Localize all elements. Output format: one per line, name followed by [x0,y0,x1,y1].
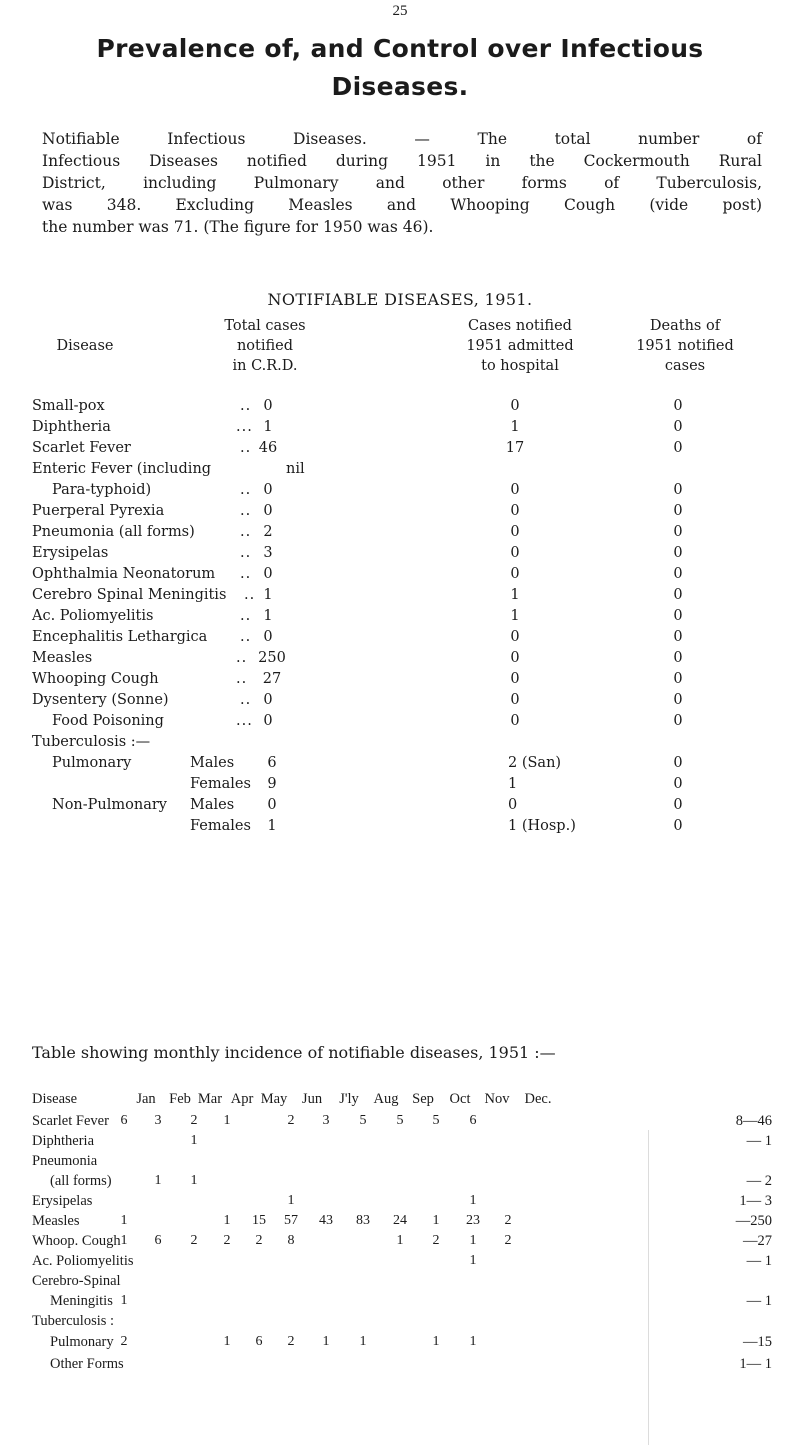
admitted-hospital: 0 [510,398,520,414]
total-notified: 1 [263,587,273,603]
disease-name: Dysentery (Sonne) [32,692,169,708]
leader-dots: .. [240,482,252,498]
month-cell: 1 [322,1334,330,1349]
page-title-line-2: Diseases. [331,72,469,101]
deaths: 0 [673,776,683,792]
month-cell: 1 [469,1233,477,1248]
total-notified: 250 [258,650,286,666]
admitted-hospital: 0 [510,566,520,582]
deaths: 0 [673,524,683,540]
leader-dots: ... [236,713,253,729]
year-total: 1— 3 [739,1193,772,1209]
deaths: 0 [673,440,683,456]
month-cell: 1 [432,1334,440,1349]
leader-dots: .. [240,692,252,708]
month-cell: 2 [504,1213,512,1228]
month-cell: 2 [287,1334,295,1349]
admitted-hospital: 0 [510,713,520,729]
month-cell: 1 [154,1173,162,1188]
header-hospital-3: to hospital [481,358,559,374]
leader-dots: .. [236,650,248,666]
disease-name: Measles [32,650,93,666]
admitted-hospital: 1 [508,776,518,792]
month-cell: 6 [154,1233,162,1248]
enteric-nil-note: nil [286,461,305,477]
disease-label: Tuberculosis : [32,1313,115,1329]
total-notified: 0 [263,482,273,498]
admitted-hospital: 0 [510,692,520,708]
intro-line-2: Infectious Diseases notified during 1951 in the Cockermouth Rural [42,152,762,170]
total-notified: 0 [263,629,273,645]
month-cell: 5 [359,1113,367,1128]
deaths: 0 [673,650,683,666]
admitted-hospital: 0 [510,650,520,666]
year-total: 8—46 [735,1113,772,1129]
month-header: Disease [32,1091,78,1107]
tb-form-label: Non-Pulmonary [52,797,167,813]
month-cell: 1 [223,1334,231,1349]
admitted-hospital: 1 [510,608,520,624]
month-cell: 5 [396,1113,404,1128]
total-notified: 0 [263,398,273,414]
month-cell: 1 [120,1293,128,1308]
total-notified: 0 [267,797,277,813]
month-cell: 2 [432,1233,440,1248]
column-divider [648,1130,649,1445]
intro-line-4: was 348. Excluding Measles and Whooping Cough (vide post) [42,196,762,214]
year-total: — 1 [746,1133,772,1149]
header-deaths-1: Deaths of [649,318,721,334]
deaths: 0 [673,608,683,624]
admitted-hospital: 0 [510,482,520,498]
enteric-fever-label: Enteric Fever (including [32,461,212,477]
tb-sex: Males [190,755,235,771]
deaths: 0 [673,818,683,834]
tb-sex: Males [190,797,235,813]
deaths: 0 [673,419,683,435]
month-cell: 1 [120,1213,128,1228]
month-cell: 1 [190,1173,198,1188]
month-cell: 1 [190,1133,198,1148]
disease-name: Diphtheria [32,419,111,435]
month-cell: 3 [322,1113,330,1128]
header-total-1: Total cases [224,318,306,334]
month-cell: 1 [432,1213,440,1228]
month-cell: 6 [120,1113,128,1128]
month-cell: 1 [469,1193,477,1208]
leader-dots: ... [236,419,253,435]
tb-form-label: Pulmonary [52,755,132,771]
disease-label: Erysipelas [32,1193,93,1209]
header-total-2: notified [236,338,294,354]
year-total: — 1 [746,1253,772,1269]
total-notified: 6 [267,755,277,771]
disease-name: Erysipelas [32,545,109,561]
month-cell: 57 [284,1213,298,1228]
month-header: Dec. [524,1091,552,1107]
year-total: 1— 1 [739,1356,772,1372]
month-cell: 8 [287,1233,295,1248]
header-deaths-3: cases [664,358,706,374]
admitted-hospital: 0 [510,545,520,561]
leader-dots: .. [240,608,252,624]
page-title-line-1: Prevalence of, and Control over Infectious [96,34,704,63]
disease-name: Para-typhoid) [52,482,152,498]
leader-dots: .. [240,503,252,519]
admitted-hospital: 2 (San) [508,755,562,771]
deaths: 0 [673,755,683,771]
leader-dots: .. [240,524,252,540]
deaths: 0 [673,713,683,729]
total-notified: 2 [263,524,273,540]
header-deaths-2: 1951 notified [636,338,734,354]
month-cell: 15 [252,1213,266,1228]
deaths: 0 [673,671,683,687]
month-header: Oct [449,1091,471,1107]
month-cell: 2 [255,1233,263,1248]
month-header: May [260,1091,288,1107]
total-notified: 0 [263,713,273,729]
deaths: 0 [673,629,683,645]
monthly-table-caption: Table showing monthly incidence of notifiable diseases, 1951 :— [32,1043,556,1062]
month-cell: 1 [120,1233,128,1248]
month-cell: 23 [466,1213,480,1228]
deaths: 0 [673,545,683,561]
leader-dots: .. [240,398,252,414]
month-cell: 2 [287,1113,295,1128]
month-cell: 1 [223,1113,231,1128]
year-total: — 1 [746,1293,772,1309]
month-cell: 6 [255,1334,263,1349]
header-disease: Disease [56,338,114,354]
tuberculosis-heading: Tuberculosis :— [32,734,151,750]
month-cell: 2 [190,1113,198,1128]
disease-name: Cerebro Spinal Meningitis [32,587,227,603]
header-hospital-2: 1951 admitted [466,338,574,354]
month-cell: 43 [319,1213,333,1228]
month-cell: 1 [223,1213,231,1228]
total-notified: 1 [267,818,277,834]
admitted-hospital: 0 [510,671,520,687]
total-notified: 9 [267,776,277,792]
deaths: 0 [673,503,683,519]
notifiable-table-title: NOTIFIABLE DISEASES, 1951. [267,290,533,309]
month-cell: 83 [356,1213,370,1228]
month-cell: 1 [469,1253,477,1268]
month-header: Apr [230,1091,254,1107]
disease-label: Whoop. Cough [32,1233,121,1249]
header-total-3: in C.R.D. [232,358,298,374]
month-header: Aug [373,1091,399,1107]
month-cell: 3 [154,1113,162,1128]
disease-label: Other Forms [50,1356,124,1372]
deaths: 0 [673,692,683,708]
admitted-hospital: 0 [510,503,520,519]
disease-name: Scarlet Fever [32,440,131,456]
total-notified: 1 [263,419,273,435]
leader-dots: .. [240,629,252,645]
month-cell: 24 [393,1213,407,1228]
month-cell: 1 [396,1233,404,1248]
month-header: Mar [197,1091,223,1107]
leader-dots: .. [240,566,252,582]
disease-name: Encephalitis Lethargica [32,629,208,645]
month-cell: 5 [432,1113,440,1128]
admitted-hospital: 0 [508,797,518,813]
month-cell: 2 [120,1334,128,1349]
month-header: Jun [301,1091,323,1107]
deaths: 0 [673,482,683,498]
admitted-hospital: 1 [510,419,520,435]
leader-dots: .. [244,587,256,603]
leader-dots: .. [236,671,248,687]
disease-name: Puerperal Pyrexia [32,503,165,519]
tb-sex: Females [190,818,251,834]
year-total: — 2 [746,1173,772,1189]
month-header: Sep [412,1091,434,1107]
month-header: J'ly [339,1091,359,1107]
month-cell: 1 [359,1334,367,1349]
page-number: 25 [392,3,408,19]
disease-name: Small-pox [32,398,105,414]
disease-name: Food Poisoning [52,713,164,729]
tb-sex: Females [190,776,251,792]
month-cell: 2 [190,1233,198,1248]
admitted-hospital: 1 (Hosp.) [508,818,576,834]
disease-name: Ac. Poliomyelitis [32,608,154,624]
deaths: 0 [673,587,683,603]
disease-label: Ac. Poliomyelitis [32,1253,134,1269]
total-notified: 3 [263,545,273,561]
total-notified: 1 [263,608,273,624]
month-cell: 2 [504,1233,512,1248]
deaths: 0 [673,398,683,414]
month-cell: 6 [469,1113,477,1128]
disease-label: Pulmonary [50,1334,114,1350]
month-cell: 1 [287,1193,295,1208]
month-cell: 2 [223,1233,231,1248]
disease-name: Pneumonia (all forms) [32,524,195,540]
intro-line-3: District, including Pulmonary and other forms of Tuberculosis, [42,174,762,192]
admitted-hospital: 17 [505,440,525,456]
year-total: —15 [743,1334,772,1350]
total-notified: 0 [263,503,273,519]
admitted-hospital: 0 [510,629,520,645]
total-notified: 46 [258,440,278,456]
disease-name: Ophthalmia Neonatorum [32,566,216,582]
leader-dots: .. [240,545,252,561]
month-header: Feb [169,1091,191,1107]
disease-label: Measles [32,1213,80,1229]
month-cell: 1 [469,1334,477,1349]
admitted-hospital: 0 [510,524,520,540]
disease-name: Whooping Cough [32,671,159,687]
disease-label: Pneumonia [32,1153,98,1169]
intro-line-1: Notifiable Infectious Diseases. — The total number of [42,130,762,148]
year-total: —27 [743,1233,772,1249]
month-header: Jan [136,1091,156,1107]
disease-label: Scarlet Fever [32,1113,109,1129]
total-notified: 0 [263,692,273,708]
leader-dots: .. [240,440,252,456]
month-header: Nov [484,1091,510,1107]
total-notified: 27 [262,671,282,687]
intro-line-5: the number was 71. (The figure for 1950 was 46). [42,218,434,236]
deaths: 0 [673,566,683,582]
total-notified: 0 [263,566,273,582]
deaths: 0 [673,797,683,813]
year-total: —250 [735,1213,772,1229]
disease-label: Meningitis [50,1293,113,1309]
disease-label: Cerebro-Spinal [32,1273,121,1289]
header-hospital-1: Cases notified [468,318,572,334]
admitted-hospital: 1 [510,587,520,603]
disease-label: (all forms) [50,1173,112,1189]
disease-label: Diphtheria [32,1133,95,1149]
